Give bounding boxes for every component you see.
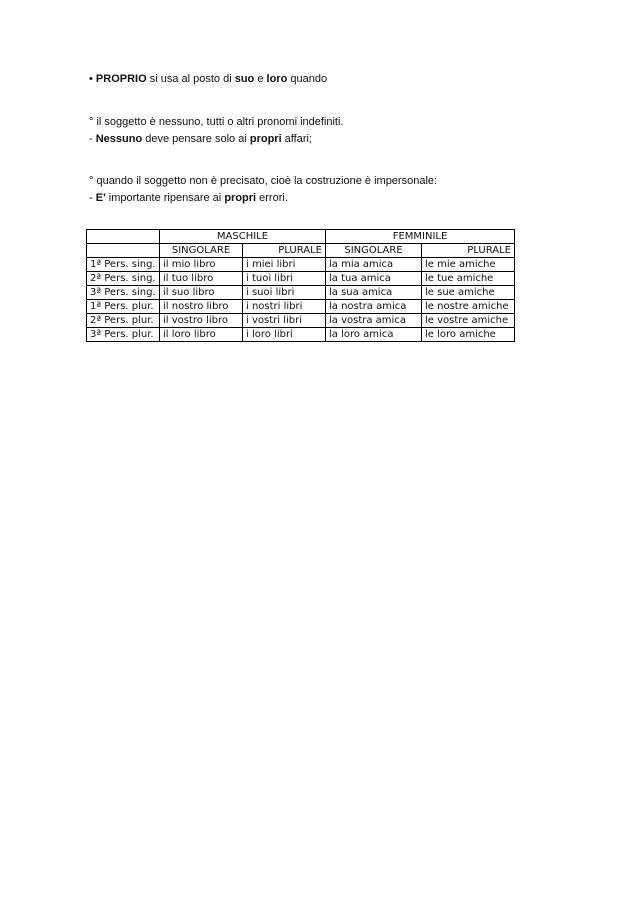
table-cell: la sua amica xyxy=(326,286,422,300)
sub-header-masc-sing: SINGOLARE xyxy=(160,244,243,258)
table-cell: le loro amiche xyxy=(422,328,515,342)
table-cell: la nostra amica xyxy=(326,300,422,314)
table-cell: il mio libro xyxy=(160,258,243,272)
person-label: 3ª Pers. plur. xyxy=(87,328,160,342)
table-cell: la mia amica xyxy=(326,258,422,272)
group-header-maschile: MASCHILE xyxy=(160,230,326,244)
table-row xyxy=(87,286,515,300)
rule-1-example: - Nessuno deve pensare solo ai propri affari; xyxy=(89,133,312,145)
table-cell: il nostro libro xyxy=(160,300,243,314)
table-cell: la tua amica xyxy=(326,272,422,286)
table-row xyxy=(87,258,515,272)
rule-2-example: - E' importante ripensare ai propri errori. xyxy=(89,192,288,204)
table-cell: le vostre amiche xyxy=(422,314,515,328)
table-corner-cell xyxy=(87,230,160,244)
person-label: 2ª Pers. sing. xyxy=(87,272,160,286)
table-cell: la vostra amica xyxy=(326,314,422,328)
table-cell: la loro amica xyxy=(326,328,422,342)
keyword-loro: loro xyxy=(266,73,288,85)
table-cell: i tuoi libri xyxy=(243,272,326,286)
table-sub-header xyxy=(87,244,515,258)
sub-header-fem-plur: PLURALE xyxy=(422,244,515,258)
table-cell: il suo libro xyxy=(160,286,243,300)
group-header-femminile: FEMMINILE xyxy=(326,230,515,244)
table-cell: i loro libri xyxy=(243,328,326,342)
table-cell: le mie amiche xyxy=(422,258,515,272)
keyword-proprio: PROPRIO xyxy=(95,73,147,85)
table-row xyxy=(87,272,515,286)
table-corner-cell xyxy=(87,244,160,258)
rule-1: ° il soggetto è nessuno, tutti o altri pronomi indefiniti. xyxy=(89,116,344,128)
sub-header-masc-plur: PLURALE xyxy=(243,244,326,258)
table-cell: le nostre amiche xyxy=(422,300,515,314)
table-cell: le tue amiche xyxy=(422,272,515,286)
person-label: 3ª Pers. sing. xyxy=(87,286,160,300)
table-cell: le sue amiche xyxy=(422,286,515,300)
keyword-suo: suo xyxy=(234,73,255,85)
table-row xyxy=(87,314,515,328)
table-cell: i suoi libri xyxy=(243,286,326,300)
table-cell: il loro libro xyxy=(160,328,243,342)
intro-line: • PROPRIO si usa al posto di suo e loro quando xyxy=(89,73,328,85)
person-label: 1ª Pers. plur. xyxy=(87,300,160,314)
table-cell: i vostri libri xyxy=(243,314,326,328)
rule-2: ° quando il soggetto non è precisato, cioè la costruzione è impersonale: xyxy=(89,175,438,187)
table-row xyxy=(87,300,515,314)
table-cell: il tuo libro xyxy=(160,272,243,286)
table-group-header xyxy=(87,230,515,244)
person-label: 1ª Pers. sing. xyxy=(87,258,160,272)
bullet: • xyxy=(89,73,93,85)
table-cell: i nostri libri xyxy=(243,300,326,314)
table-cell: i miei libri xyxy=(243,258,326,272)
person-label: 2ª Pers. plur. xyxy=(87,314,160,328)
table-cell: il vostro libro xyxy=(160,314,243,328)
possessive-table xyxy=(86,229,515,342)
sub-header-fem-sing: SINGOLARE xyxy=(326,244,422,258)
table-row xyxy=(87,328,515,342)
